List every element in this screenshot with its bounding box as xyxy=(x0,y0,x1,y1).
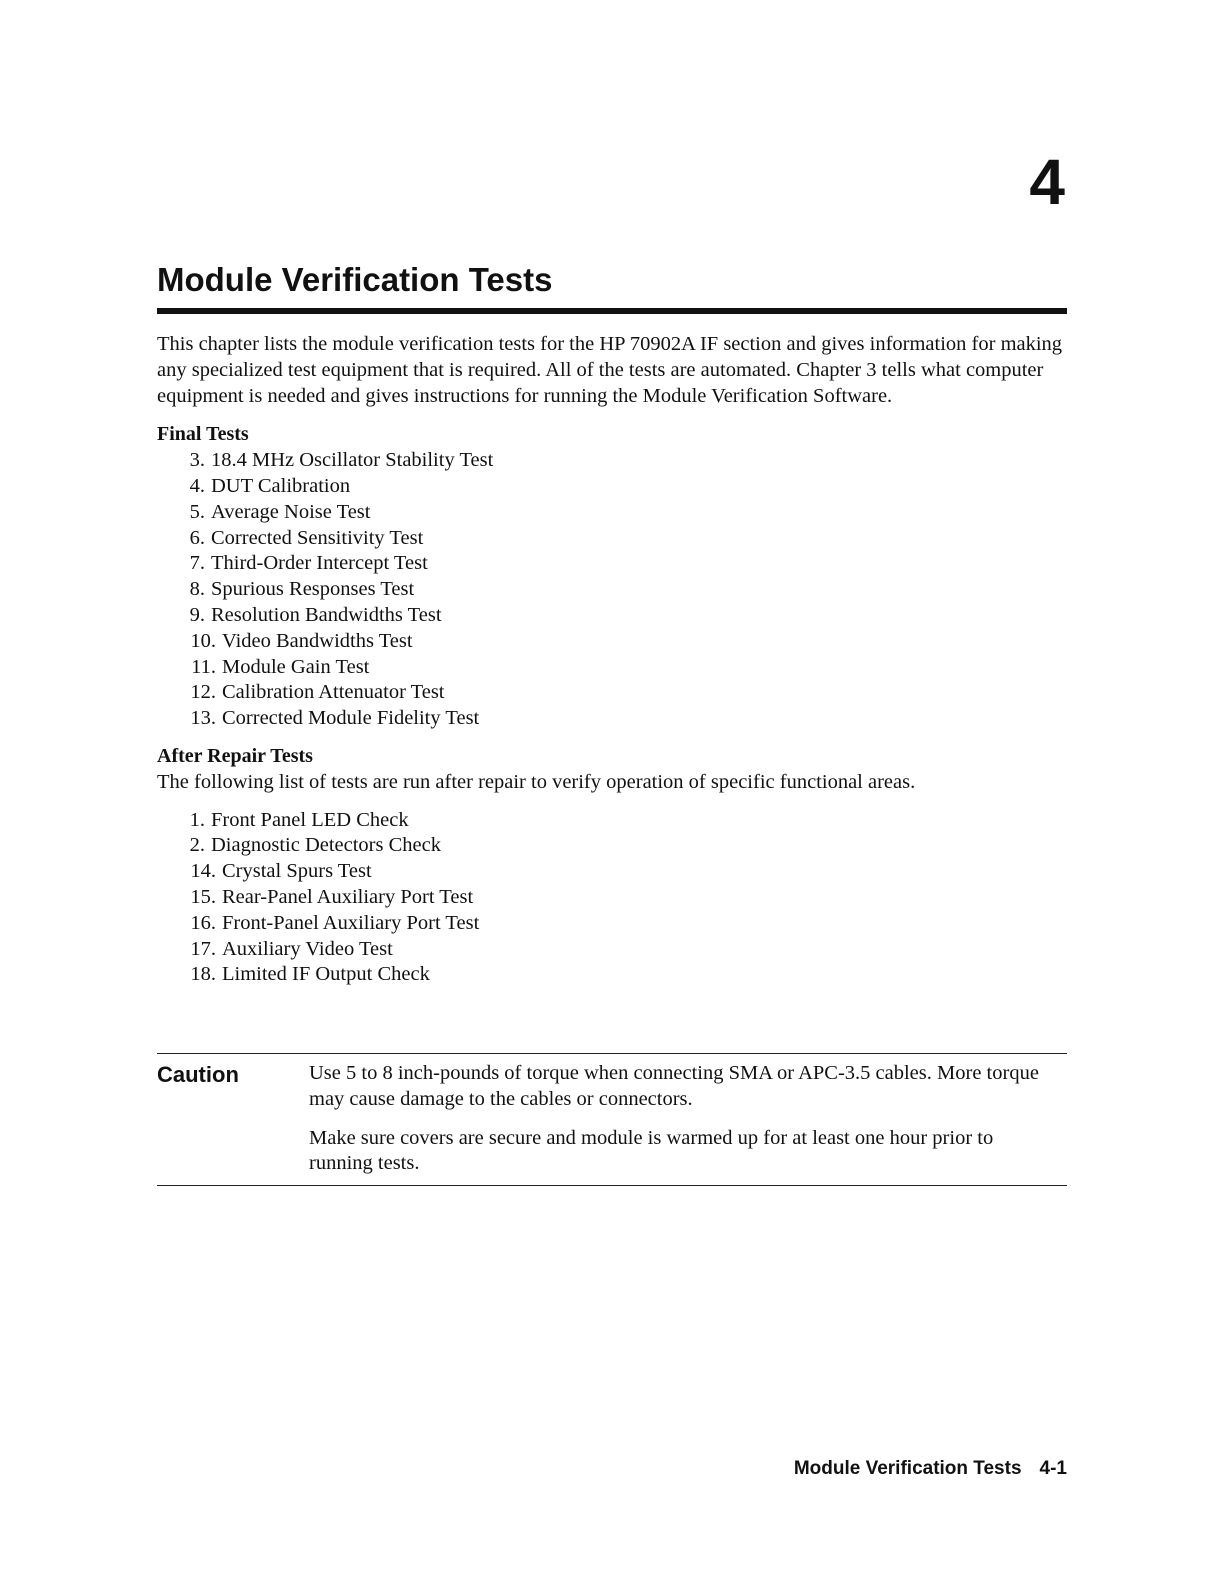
list-item-label: Resolution Bandwidths Test xyxy=(211,603,442,626)
final-tests-heading: Final Tests xyxy=(157,423,249,446)
caution-paragraph: Use 5 to 8 inch-pounds of torque when connecting SMA or APC-3.5 cables. More torque may cause damage to the cables or connectors. xyxy=(309,1062,1039,1110)
list-item xyxy=(157,833,1067,859)
list-item-label: Diagnostic Detectors Check xyxy=(211,834,441,857)
list-item-number: 17. xyxy=(190,937,216,960)
list-item xyxy=(157,859,1067,885)
main-content xyxy=(157,332,1067,1000)
list-item-number: 14. xyxy=(190,860,216,883)
list-item-number: 1. xyxy=(189,808,205,831)
list-item xyxy=(157,526,1067,552)
list-item xyxy=(157,551,1067,577)
list-item-number: 10. xyxy=(190,629,216,652)
list-item xyxy=(157,474,1067,500)
title-rule xyxy=(157,308,1067,314)
list-item-number: 11. xyxy=(191,655,216,678)
list-item xyxy=(157,885,1067,911)
list-item-number: 7. xyxy=(189,552,205,575)
list-item-label: Spurious Responses Test xyxy=(211,578,415,601)
list-item-number: 12. xyxy=(190,681,216,704)
after-repair-heading: After Repair Tests xyxy=(157,744,313,767)
list-item-number: 8. xyxy=(189,578,205,601)
caution-paragraph: Make sure covers are secure and module is warmed up for at least one hour prior to running tests. xyxy=(309,1126,994,1175)
list-item-label: Corrected Sensitivity Test xyxy=(211,526,424,549)
page-footer xyxy=(794,1458,1067,1480)
final-tests-list xyxy=(157,448,1067,732)
list-item-number: 16. xyxy=(190,911,216,934)
list-item-label: Video Bandwidths Test xyxy=(222,629,413,652)
list-item-number: 15. xyxy=(190,885,216,908)
list-item xyxy=(157,911,1067,937)
caution-body xyxy=(309,1061,1049,1190)
list-item-label: Front-Panel Auxiliary Port Test xyxy=(222,911,480,934)
list-item xyxy=(157,680,1067,706)
chapter-title: Module Verification Tests xyxy=(157,261,553,298)
chapter-number: 4 xyxy=(1029,146,1065,218)
list-item xyxy=(157,808,1067,834)
list-item-label: DUT Calibration xyxy=(211,474,351,497)
list-item xyxy=(157,448,1067,474)
list-item xyxy=(157,500,1067,526)
caution-box xyxy=(157,1053,1067,1186)
list-item-label: Average Noise Test xyxy=(211,500,371,523)
page-number: 4-1 xyxy=(1039,1458,1067,1479)
list-item-label: Limited IF Output Check xyxy=(222,963,430,986)
list-item xyxy=(157,962,1067,988)
list-item-number: 4. xyxy=(189,474,205,497)
intro-paragraph: This chapter lists the module verification tests for the HP 70902A IF section and gives information for making any specialized test equipment that is required. All of the tests are automated. Chapter 3 tells what computer equipment is needed and gives instructions for running the Module Verification Software. xyxy=(157,333,1063,407)
list-item-label: Third-Order Intercept Test xyxy=(211,552,428,575)
list-item xyxy=(157,706,1067,732)
list-item xyxy=(157,937,1067,963)
list-item-label: Calibration Attenuator Test xyxy=(222,681,445,704)
list-item xyxy=(157,655,1067,681)
list-item-label: Rear-Panel Auxiliary Port Test xyxy=(222,885,474,908)
after-repair-list xyxy=(157,808,1067,989)
list-item-label: Crystal Spurs Test xyxy=(222,860,372,883)
list-item-number: 3. xyxy=(189,449,205,472)
list-item-number: 2. xyxy=(189,834,205,857)
list-item xyxy=(157,629,1067,655)
list-item-number: 5. xyxy=(189,500,205,523)
list-item-label: 18.4 MHz Oscillator Stability Test xyxy=(211,449,494,472)
list-item xyxy=(157,577,1067,603)
list-item-label: Corrected Module Fidelity Test xyxy=(222,707,480,730)
list-item-label: Front Panel LED Check xyxy=(211,808,409,831)
list-item-number: 18. xyxy=(190,963,216,986)
list-item-label: Module Gain Test xyxy=(222,655,370,678)
footer-title: Module Verification Tests xyxy=(793,1458,1022,1479)
list-item-label: Auxiliary Video Test xyxy=(222,937,393,960)
list-item-number: 9. xyxy=(189,603,205,626)
list-item xyxy=(157,603,1067,629)
list-item-number: 13. xyxy=(190,707,216,730)
list-item-number: 6. xyxy=(189,526,205,549)
after-repair-description: The following list of tests are run after repair to verify operation of specific functional areas. xyxy=(157,770,916,793)
caution-label: Caution xyxy=(157,1062,239,1087)
